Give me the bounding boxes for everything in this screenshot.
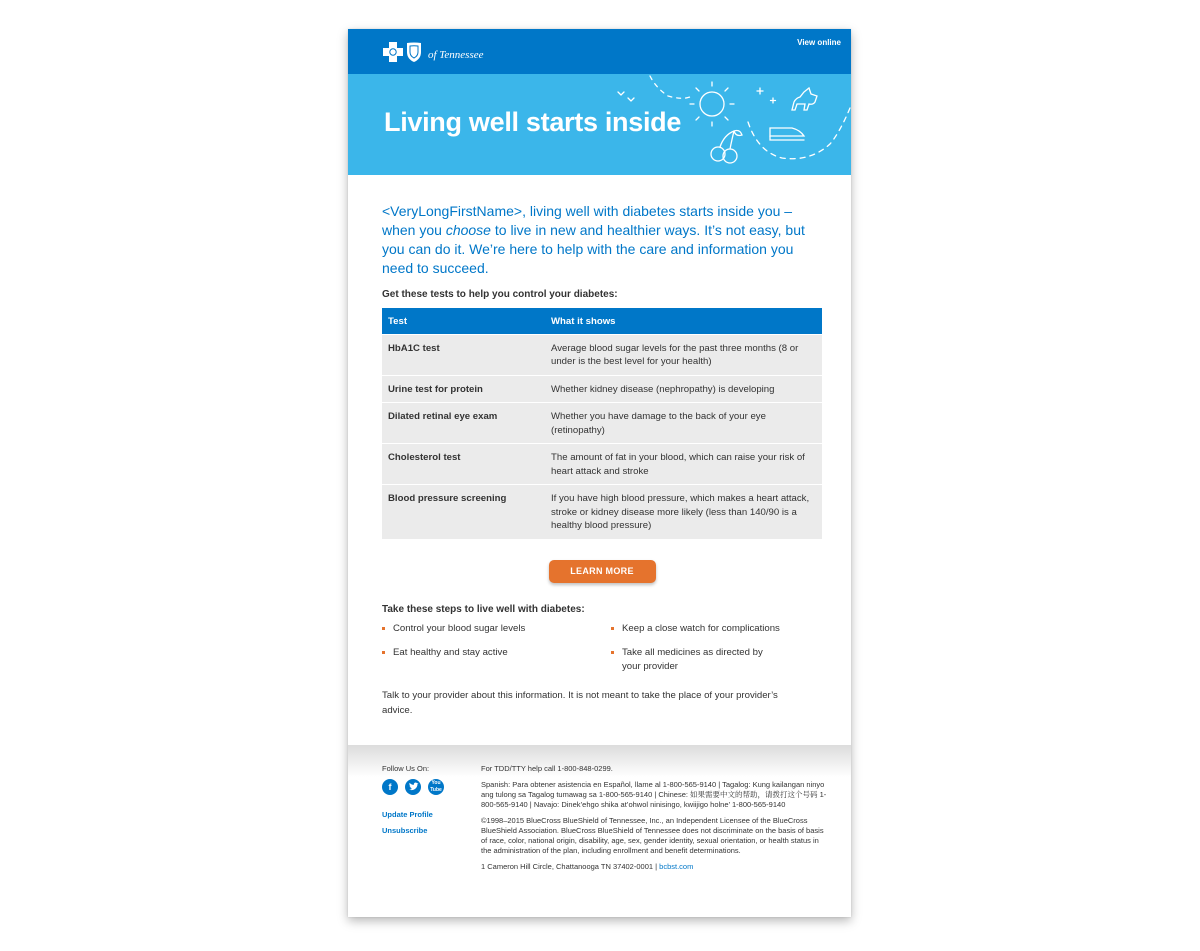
steps-list: [382, 622, 822, 674]
hero-banner: [348, 74, 851, 175]
disclaimer-text: Talk to your provider about this information. It is not meant to take the place of your provider’s advice.: [382, 689, 778, 716]
footer-left: [382, 764, 472, 835]
list-item: [611, 646, 781, 674]
address-text: 1 Cameron Hill Circle, Chattanooga TN 37402-0001 |: [481, 862, 660, 871]
list-item: [382, 646, 611, 674]
step-text: Keep a close watch for complications: [622, 622, 780, 634]
logo-text: of Tennessee: [428, 49, 484, 61]
tests-heading: Get these tests to help you control your diabetes:: [382, 289, 618, 300]
cta-wrapper: [382, 560, 822, 583]
step-text: Take all medicines as directed by your provider: [622, 646, 763, 672]
learn-more-button[interactable]: LEARN MORE: [549, 560, 656, 583]
bcbst-logo[interactable]: [382, 41, 484, 63]
address-line: [481, 862, 828, 872]
cross-shield-icon: [382, 41, 426, 63]
test-name: Blood pressure screening: [382, 485, 545, 539]
bullet-icon: [382, 651, 385, 654]
social-links: [382, 779, 472, 795]
header-bar: [348, 29, 851, 74]
tdd-text: For TDD/TTY help call 1-800-848-0299.: [481, 764, 613, 773]
tests-table: [382, 308, 822, 539]
bullet-icon: [611, 651, 614, 654]
column-header-what-it-shows: What it shows: [545, 308, 822, 334]
sun-icon: [700, 92, 724, 116]
footer-right: [481, 764, 828, 872]
test-description: Whether kidney disease (nephropathy) is developing: [545, 375, 822, 403]
dog-icon: [792, 88, 817, 110]
sneaker-icon: [770, 128, 804, 136]
intro-text-after: to live in new and healthier ways. It’s not easy, but you can do it. We’re here to help with the care and information you need to succeed.: [382, 222, 805, 276]
content-body: [348, 202, 851, 718]
follow-us-label: Follow Us On:: [382, 764, 430, 773]
unsubscribe-link[interactable]: Unsubscribe: [382, 826, 428, 835]
hero-title: Living well starts inside: [384, 107, 682, 137]
intro-paragraph: [382, 202, 822, 278]
twitter-icon[interactable]: [405, 779, 421, 795]
test-description: The amount of fat in your blood, which can raise your risk of heart attack and stroke: [545, 444, 822, 485]
website-link[interactable]: bcbst.com: [659, 862, 694, 871]
language-assistance-text: Spanish: Para obtener asistencia en Español, llame al 1-800-565-9140 | Tagalog: Kung kailangan ninyo ang tulong sa Tagalog tumawag sa 1-800-565-9140 | Chinese: 如果需要中文的帮助，请拨打这个号码 1-800-565-9140 | Navajo: Dinek’ehgo shika at’ohwol ninisingo, kwiijigo holne’ 1-800-565-9140: [481, 780, 827, 809]
view-online-link[interactable]: View online: [797, 38, 841, 47]
facebook-icon[interactable]: f: [382, 779, 398, 795]
table-row: [382, 403, 822, 444]
test-name: Urine test for protein: [382, 375, 545, 403]
first-name: <VeryLongFirstName>: [382, 203, 523, 219]
test-description: Average blood sugar levels for the past three months (8 or under is the best level for your health): [545, 334, 822, 375]
bullet-icon: [382, 627, 385, 630]
update-profile-link[interactable]: Update Profile: [382, 810, 433, 819]
table-header-row: [382, 308, 822, 334]
list-item: [382, 622, 611, 636]
test-name: Dilated retinal eye exam: [382, 403, 545, 444]
list-item: [611, 622, 822, 636]
table-row: [382, 485, 822, 539]
test-description: If you have high blood pressure, which makes a heart attack, stroke or kidney disease more likely (less than 140/90 is a healthy blood pressure): [545, 485, 822, 539]
youtube-icon[interactable]: You Tube: [428, 779, 444, 795]
table-row: [382, 334, 822, 375]
test-description: Whether you have damage to the back of your eye (retinopathy): [545, 403, 822, 444]
lifestyle-illustration: [610, 74, 851, 175]
step-text: Control your blood sugar levels: [393, 622, 526, 634]
footer: [348, 745, 851, 917]
test-name: Cholesterol test: [382, 444, 545, 485]
column-header-test: Test: [382, 308, 545, 334]
step-text: Eat healthy and stay active: [393, 646, 508, 658]
email-container: [348, 29, 851, 917]
table-row: [382, 375, 822, 403]
intro-text: , living well with diabetes starts inside you – when you: [382, 203, 793, 238]
legal-text: ©1998–2015 BlueCross BlueShield of Tennessee, Inc., an Independent Licensee of the BlueCross BlueShield Association. BlueCross BlueShield of Tennessee does not discriminate on the basis of basis of race, color, national origin, disability, age, sex, gender identity, sexual orientation, or health status in the administration of the plan, including enrollment and benefit determinations.: [481, 816, 824, 855]
steps-heading: Take these steps to live well with diabetes:: [382, 603, 585, 615]
test-name: HbA1C test: [382, 334, 545, 375]
bullet-icon: [611, 627, 614, 630]
intro-emphasis: choose: [445, 222, 491, 238]
table-row: [382, 444, 822, 485]
